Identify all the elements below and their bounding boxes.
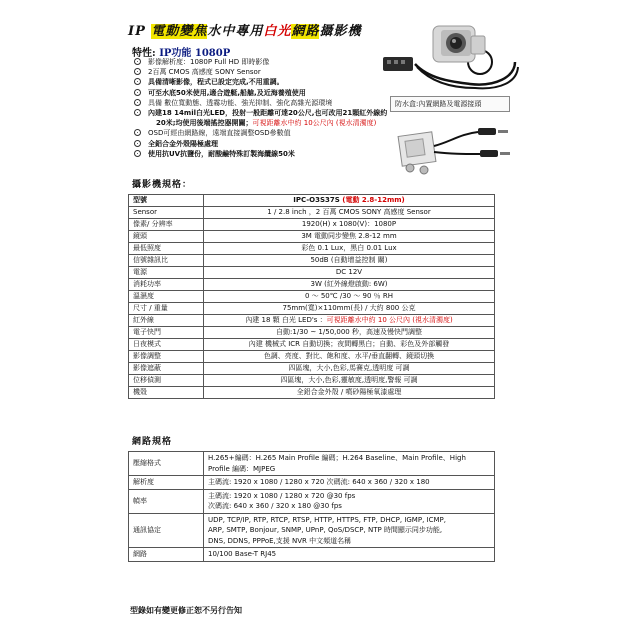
title-camera: 攝影機 [319, 24, 362, 39]
ip-function-label: IP功能 1080P [159, 48, 231, 59]
list-item: 2百萬 CMOS 高感度 SONY Sensor [134, 67, 434, 77]
table-row: 型號 IPC-O3S37S (電動 2.8-12mm) [129, 195, 495, 207]
table-row: 壓縮格式 H.265+編碼：H.265 Main Profile 編碼；H.264 Baseline、Main Profile、High Profile 編碼：MJPEG [129, 452, 495, 476]
list-item: OSD可經由網路線，遠端直接調整OSD參數值 [134, 128, 434, 138]
footer-note: 型錄如有變更修正恕不另行告知 [130, 606, 242, 615]
table-row: 尺寸 / 重量 75mm(寬)×110mm(長) / 大約 800 公克 [129, 303, 495, 315]
title-underwater: 水中專用 [207, 24, 264, 39]
table-row: 解析度 主碼流: 1920 x 1080 / 1280 x 720 次碼流: 640 x 360 / 320 x 180 [129, 476, 495, 490]
list-item: 20米;均使用後端搖控器開關；可視距離水中約 10公尺內 (視水清濁度) [156, 119, 377, 128]
camera-product-image [375, 22, 520, 92]
list-item: 內建18 14mil白光LED，投射一般距離可達20公尺,也可改用21顆紅外線約 [134, 108, 434, 118]
bullet-icon [134, 140, 141, 147]
cable-box-image [390, 120, 520, 180]
waterproof-box-caption: 防水盒:內置網路及電源接頭 [390, 96, 510, 112]
table-row: Sensor 1 / 2.8 inch ，2 百萬 CMOS SONY 高感度 Sensor [129, 207, 495, 219]
table-row: 信號雜訊比 50dB (自動增益控制 關) [129, 255, 495, 267]
table-row: 網路 10/100 Base-T RJ45 [129, 548, 495, 562]
table-row: 溫濕度 0 ～ 50℃ /30 ～ 90 ％ RH [129, 291, 495, 303]
bullet-icon [134, 99, 141, 106]
list-item: 影像解析度：1080P Full HD 即時影像 [134, 57, 434, 67]
table-row: 鏡頭 3M 電動同步變焦 2.8-12 mm [129, 231, 495, 243]
features-heading: 特性: IP功能 1080P [132, 48, 231, 59]
bullet-icon [134, 78, 141, 85]
table-row: 電子快門 自動:1/30 ~ 1/50,000 秒，高速及慢快門調整 [129, 327, 495, 339]
table-row: 像素/ 分辨率 1920(H) x 1080(V)：1080P [129, 219, 495, 231]
table-row: 位移偵測 四區塊，大小,色彩,靈敏度,透明度,警報 可調 [129, 375, 495, 387]
bullet-icon [134, 129, 141, 136]
list-item: 使用抗UV抗鹽份，耐酸鹼特殊訂製海纜線50米 [134, 149, 434, 159]
table-row: 通訊協定 UDP, TCP/IP, RTP, RTCP, RTSP, HTTP, HTTPS, FTP, DHCP, IGMP, ICMP, ARP, SMTP, Bonjour, SNMP, UPnP, QoS/DSCP, NTP 時間顯示同步功能, DNS, DDNS, PPPoE,支援 NVR 中文頻道名稱 [129, 513, 495, 548]
title-network: 網路 [291, 24, 320, 39]
camera-spec-table [128, 194, 495, 399]
list-item: 具備 數位寬動態、透霧功能、強光抑制、強化高雜光源環境 [134, 98, 434, 108]
title-zoom: 電動變焦 [151, 24, 208, 39]
camera-spec-heading: 攝影機規格： [132, 180, 193, 190]
network-spec-table [128, 451, 495, 562]
list-item: 全鋁合金外殼陽極處理 [134, 139, 434, 149]
list-item: 可至水底50米使用,適合遊艇,船艙,及近海養殖使用 [134, 88, 434, 98]
table-row: 影像遮蔽 四區塊，大小,色彩,馬賽克,透明度 可調 [129, 363, 495, 375]
table-row: 影像調整 色調、亮度、對比、飽和度、水平/垂直翻轉、鏡頭切換 [129, 351, 495, 363]
bullet-icon [134, 150, 141, 157]
page-title [128, 20, 361, 39]
table-row: 紅外線 內建 18 顆 白光 LED's ：可視距離水中約 10 公尺內 (視水清濁度) [129, 315, 495, 327]
table-row: 日夜模式 內建 機械式 ICR 自動切換；夜間轉黑白；自動、彩色及外部觸發 [129, 339, 495, 351]
title-prefix: IP [128, 24, 146, 39]
title-whitelight: 白光 [263, 24, 292, 39]
bullet-icon [134, 109, 141, 116]
table-row: 消耗功率 3W (紅外線燈啟動: 6W) [129, 279, 495, 291]
table-row: 電源 DC 12V [129, 267, 495, 279]
network-spec-heading: 網路規格 [132, 437, 173, 447]
bullet-icon [134, 68, 141, 75]
bullet-icon [134, 89, 141, 96]
table-row: 幀率 主碼流: 1920 x 1080 / 1280 x 720 @30 fps 次碼流: 640 x 360 / 320 x 180 @30 fps [129, 489, 495, 513]
list-item: 具備清晰影像，程式已設定完成,不用重調。 [134, 77, 434, 87]
table-row: 機殼 全鋁合金外殼 / 噴砂陽極氧漆處理 [129, 387, 495, 399]
table-row: 最低照度 彩色 0.1 Lux，黑白 0.01 Lux [129, 243, 495, 255]
bullet-icon [134, 58, 141, 65]
